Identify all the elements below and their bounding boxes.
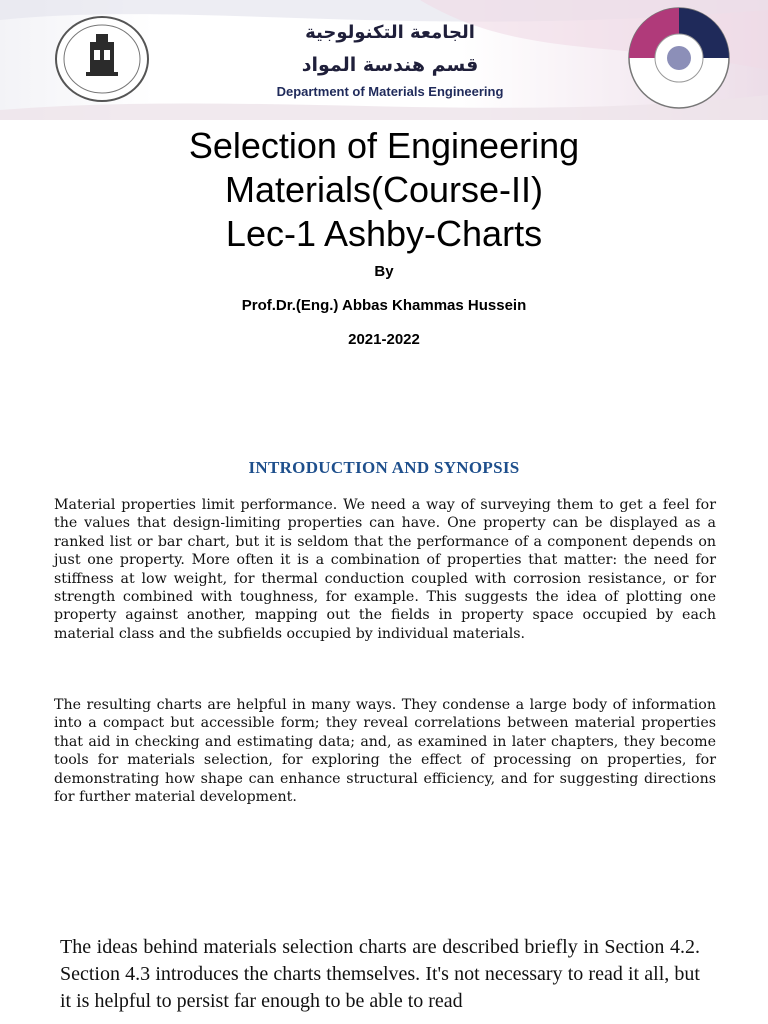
title-line-2: Materials(Course-II) [224,169,544,210]
university-logo [52,14,152,104]
intro-paragraph-2: The resulting charts are helpful in many ways. They condense a large body of information into a compact but accessible form; they reveal correlations between material properties that aid in checking and estimating data; and, as examined in later chapters, they become tools for materials selection, for exploring the effect of processing on properties, for demonstrating how shape can enhance structural efficiency, and for suggesting directions for further material development. [54,697,716,806]
academic-year: 2021-2022 [348,331,420,348]
title-line-1: Selection of Engineering [188,125,580,166]
banner-text-block [200,20,580,99]
title-line-3: Lec-1 Ashby-Charts [225,213,543,254]
university-name-arabic: الجامعة التكنولوجية [305,22,475,43]
materials-department-logo [624,6,734,110]
intro-paragraph-1: Material properties limit performance. We need a way of surveying them to get a feel for the values that design-limiting properties can have. One property can be displayed as a ranked list or bar chart, but it is seldom that the performance of a component depends on just one property. More often it is a combination of properties that matter: the need for stiffness at low weight, for thermal conduction coupled with corrosion resistance, or for strength combined with toughness, for example. This suggests the idea of plotting one property against another, mapping out the fields in property space occupied by each material class and the subfields occupied by individual materials. [54,497,716,642]
department-name-arabic: قسم هندسة المواد [301,54,479,76]
by-label: By [374,263,394,280]
section-heading: INTRODUCTION AND SYNOPSIS [248,458,520,477]
header-banner [0,0,768,120]
department-name-english: Department of Materials Engineering [276,84,504,99]
footer-paragraph: The ideas behind materials selection charts are described briefly in Section 4.2. Section 4.3 introduces the charts themselves. It's not necessary to read it all, but it is helpful to persist far enough to be able to read [60,936,700,1012]
author-name: Prof.Dr.(Eng.) Abbas Khammas Hussein [241,297,527,314]
title-block [0,124,768,350]
